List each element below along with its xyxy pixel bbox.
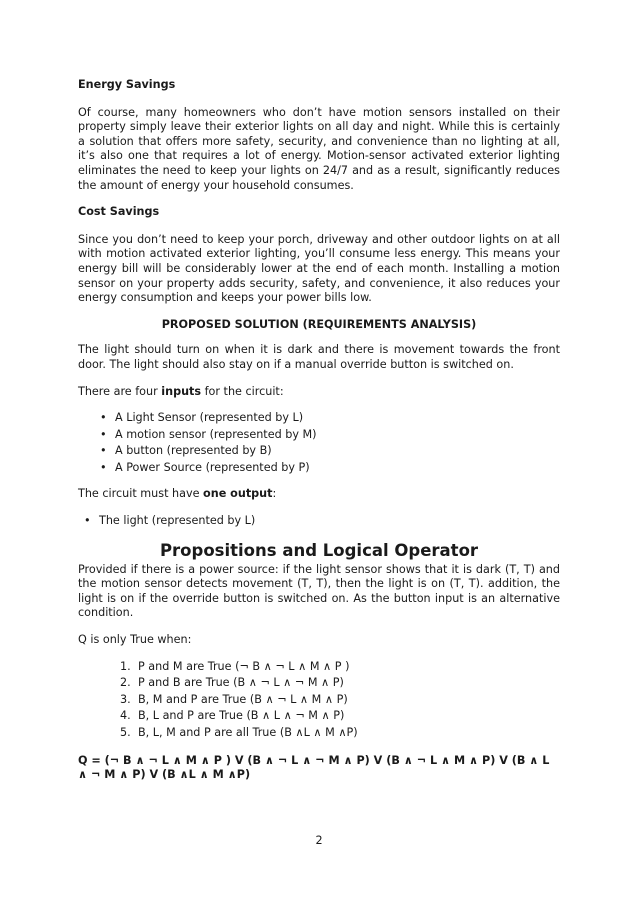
bullet-icon: • <box>100 460 107 474</box>
energy-savings-paragraph: Of course, many homeowners who don’t have motion sensors installed on their property simply leave their exterior lights on all day and night. While this is certainly a solution that offers more safety, security, and convenience than no lighting at all, it’s also one that requires a lot of energy. Motion-sensor activated exterior lighting eliminates the need to keep your lights on 24/7 and as a result, significantly reduces the amount of energy your household consumes. <box>78 105 560 192</box>
inputs-emphasis: inputs <box>161 384 202 398</box>
cost-savings-paragraph: Since you don’t need to keep your porch, driveway and other outdoor lights on at all with motion activated exterior lighting, you’ll consume less energy. This means your energy bill will be considerably lower at the end of each month. Installing a motion sensor on your property adds security, safety, and convenience, it also reduces your energy consumption and keeps your power bills low. <box>78 232 560 305</box>
list-item: 4. B, L and P are True (B ∧ L ∧ ¬ M ∧ P) <box>120 709 345 723</box>
propositions-paragraph: Provided if there is a power source: if the light sensor shows that it is dark (T, T) and the motion sensor detects movement (T, T), then the light is on (T, T). addition, the light is on if the override button is switched on. As the button input is an alternative condition. <box>78 562 560 620</box>
proposed-solution-paragraph: The light should turn on when it is dark and there is movement towards the front door. The light should also stay on if a manual override button is switched on. <box>78 343 560 371</box>
q-intro: Q is only True when: <box>78 633 192 647</box>
output-intro: The circuit must have one output: <box>78 487 277 501</box>
propositions-heading: Propositions and Logical Operator <box>159 540 479 560</box>
list-item: • A Power Source (represented by P) <box>100 460 310 474</box>
list-item: 3. B, M and P are True (B ∧ ¬ L ∧ M ∧ P) <box>120 692 348 706</box>
bullet-icon: • <box>100 411 107 425</box>
output-list <box>84 514 560 529</box>
list-item: • The light (represented by L) <box>84 514 256 528</box>
inputs-intro: There are four inputs for the circuit: <box>78 384 284 398</box>
energy-savings-heading: Energy Savings <box>78 78 176 91</box>
bullet-icon: • <box>100 444 107 458</box>
list-item: • A button (represented by B) <box>100 444 272 458</box>
proposed-solution-heading: PROPOSED SOLUTION (REQUIREMENTS ANALYSIS) <box>161 317 477 331</box>
inputs-list <box>100 411 560 475</box>
list-item: • A motion sensor (represented by M) <box>100 427 317 441</box>
list-item: • A Light Sensor (represented by L) <box>100 411 304 425</box>
list-item: 2. P and B are True (B ∧ ¬ L ∧ ¬ M ∧ P) <box>120 676 344 690</box>
output-emphasis: one output <box>203 487 273 501</box>
page-number: 2 <box>315 834 323 847</box>
bullet-icon: • <box>100 427 107 441</box>
list-item: 1. P and M are True (¬ B ∧ ¬ L ∧ M ∧ P ) <box>120 659 350 673</box>
bullet-icon: • <box>84 514 91 528</box>
cost-savings-heading: Cost Savings <box>78 205 160 219</box>
list-item: 5. B, L, M and P are all True (B ∧L ∧ M ∧P) <box>120 726 358 739</box>
q-formula: Q = (¬ B ∧ ¬ L ∧ M ∧ P ) V (B ∧ ¬ L ∧ ¬ M ∧ P) V (B ∧ ¬ L ∧ M ∧ P) V (B ∧ L ∧ ¬ M ∧ P) V (B ∧L ∧ M ∧P) <box>78 753 550 782</box>
conditions-list <box>120 660 560 741</box>
